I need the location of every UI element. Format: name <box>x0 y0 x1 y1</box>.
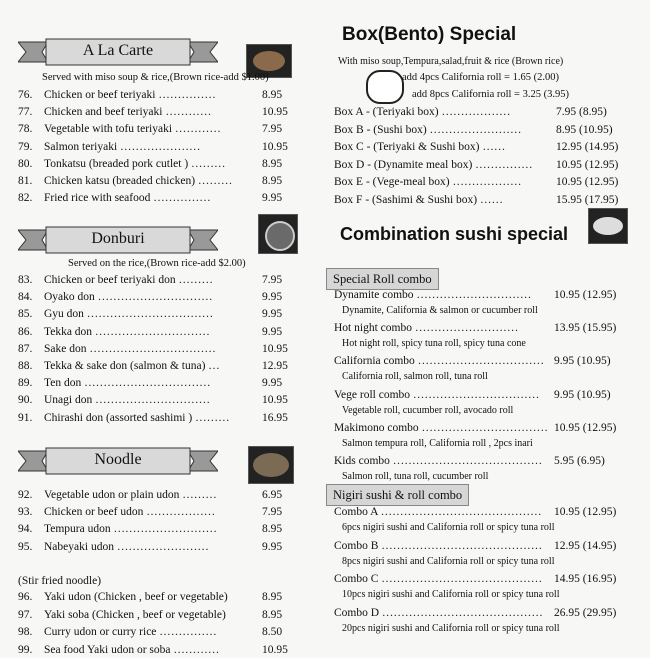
item-price: 10.95 <box>262 394 288 407</box>
menu-item <box>18 625 296 640</box>
combo-name: Vege roll combo …………………………… <box>334 388 540 401</box>
item-price: 8.50 <box>262 626 283 638</box>
item-number: 78. <box>18 123 33 136</box>
item-price: 9.95 <box>262 291 283 304</box>
nigiri-label: Nigiri sushi & roll combo <box>326 484 469 506</box>
combo-name: Hot night combo ……………………… <box>334 322 519 335</box>
noodle-title: Noodle <box>94 451 142 468</box>
item-price: 8.95 <box>262 175 283 187</box>
combo-price: 9.95 (10.95) <box>554 355 611 368</box>
item-name: Box E - (Vege-meal box) ……………… <box>334 176 522 188</box>
item-price: 8.95 <box>262 89 283 101</box>
item-number: 94. <box>18 523 33 536</box>
combo-description: Salmon roll, tuna roll, cucumber roll <box>342 471 489 482</box>
item-number: 95. <box>18 540 33 553</box>
item-number: 98. <box>18 626 33 638</box>
item-name: Box F - (Sashimi & Sushi box) …… <box>334 193 504 206</box>
item-name: Box A - (Teriyaki box) ……………… <box>334 106 511 118</box>
combo-description: 20pcs nigiri sushi and California roll or spicy tuna roll <box>342 622 560 634</box>
item-number: 80. <box>18 157 33 170</box>
item-number: 81. <box>18 175 33 187</box>
item-price: 8.95 <box>262 523 283 536</box>
bento-title: Box(Bento) Special <box>342 24 517 45</box>
a-la-carte-title: A La Carte <box>82 42 154 59</box>
menu-item <box>18 290 296 305</box>
combo-price: 14.95 (16.95) <box>554 573 617 585</box>
combo-item <box>334 505 638 520</box>
noodle-photo <box>248 446 294 484</box>
item-name: Vegetable with tofu teriyaki ………… <box>44 123 221 136</box>
item-name: Chicken or beef teriyaki …………… <box>44 89 216 101</box>
item-price: 9.95 <box>262 192 283 205</box>
item-price: 9.95 <box>262 308 283 321</box>
donburi-banner <box>18 226 218 254</box>
menu-item <box>18 590 296 605</box>
item-number: 82. <box>18 192 33 205</box>
menu-item <box>18 505 296 520</box>
bento-add-4pcs: add 4pcs California roll = 1.65 (2.00) <box>402 72 559 83</box>
item-number: 93. <box>18 506 33 519</box>
item-name: Tempura udon ……………………… <box>44 523 217 536</box>
combo-item <box>334 454 638 469</box>
combo-item <box>334 421 638 436</box>
item-number: 92. <box>18 489 33 501</box>
menu-item <box>18 540 296 555</box>
menu-item <box>18 608 296 623</box>
combo-item <box>334 606 638 621</box>
combo-item <box>334 539 638 554</box>
item-name: Fried rice with seafood …………… <box>44 192 211 205</box>
item-number: 87. <box>18 342 33 355</box>
combo-price: 10.95 (12.95) <box>554 421 617 434</box>
bento-item <box>334 193 638 208</box>
item-name: Sea food Yaki udon or soba ………… <box>44 643 220 656</box>
item-price: 10.95 <box>262 140 288 153</box>
combo-item <box>334 288 638 303</box>
item-name: Chicken and beef teriyaki ………… <box>44 106 212 119</box>
item-number: 79. <box>18 140 33 153</box>
add-badge <box>366 70 404 104</box>
combo-name: California combo …………………………… <box>334 355 545 368</box>
combo-name: Combo C …………………………………… <box>334 573 543 585</box>
item-name: Ten don …………………………… <box>44 377 211 390</box>
combo-name: Kids combo ………………………………… <box>334 455 543 467</box>
item-name: Curry udon or curry rice …………… <box>44 626 217 638</box>
menu-item <box>18 522 296 537</box>
item-price: 8.95 (10.95) <box>556 123 613 136</box>
combo-photo <box>588 208 628 244</box>
item-name: Unagi don ………………………… <box>44 394 211 407</box>
item-price: 12.95 <box>262 360 288 372</box>
item-name: Yaki soba (Chicken , beef or vegetable) <box>44 608 226 621</box>
item-name: Box C - (Teriyaki & Sushi box) …… <box>334 141 506 153</box>
combo-description: 10pcs nigiri sushi and California roll or spicy tuna roll <box>342 589 560 600</box>
menu-item <box>18 359 296 374</box>
menu-item <box>18 191 296 206</box>
menu-item <box>18 488 296 503</box>
item-name: Chirashi don (assorted sashimi ) ……… <box>44 411 230 424</box>
item-price: 10.95 <box>262 106 288 119</box>
bento-add-8pcs: add 8pcs California roll = 3.25 (3.95) <box>412 89 569 100</box>
menu-item <box>18 140 296 155</box>
item-number: 76. <box>18 89 33 101</box>
item-price: 9.95 <box>262 325 283 338</box>
item-price: 15.95 (17.95) <box>556 193 619 206</box>
menu-item <box>18 122 296 137</box>
a-la-carte-note: Served with miso soup & rice,(Brown rice-add $1.00) <box>42 72 269 83</box>
bento-item <box>334 175 638 190</box>
combo-item <box>334 321 638 336</box>
stir-fried-label: (Stir fried noodle) <box>18 575 102 587</box>
item-number: 88. <box>18 360 33 372</box>
item-number: 91. <box>18 411 33 424</box>
item-number: 77. <box>18 106 33 119</box>
item-number: 85. <box>18 308 33 321</box>
combo-description: Salmon tempura roll, California roll , 2pcs inari <box>342 437 533 449</box>
item-price: 16.95 <box>262 411 288 424</box>
bento-note: With miso soup,Tempura,salad,fruit & rice (Brown rice) <box>338 56 564 67</box>
item-price: 12.95 (14.95) <box>556 141 619 153</box>
item-number: 99. <box>18 643 33 656</box>
donburi-title: Donburi <box>91 230 145 247</box>
combo-description: California roll, salmon roll, tuna roll <box>342 371 488 383</box>
item-number: 83. <box>18 274 33 286</box>
donburi-photo <box>258 214 298 254</box>
item-name: Tekka & sake don (salmon & tuna) … <box>44 360 220 372</box>
item-number: 89. <box>18 377 33 390</box>
item-name: Gyu don …………………………… <box>44 308 214 321</box>
menu-item <box>18 325 296 340</box>
item-name: Chicken or beef teriyaki don ……… <box>44 274 213 286</box>
item-name: Oyako don ………………………… <box>44 291 213 304</box>
item-price: 8.95 <box>262 591 283 603</box>
item-name: Chicken katsu (breaded chicken) ……… <box>44 175 233 187</box>
item-number: 86. <box>18 325 33 338</box>
donburi-note: Served on the rice,(Brown rice-add $2.00) <box>68 258 246 269</box>
item-number: 90. <box>18 394 33 407</box>
combo-item <box>334 388 638 403</box>
item-name: Vegetable udon or plain udon ……… <box>44 489 217 501</box>
menu-item <box>18 273 296 288</box>
bento-item <box>334 105 638 120</box>
item-name: Salmon teriyaki ………………… <box>44 140 201 153</box>
combo-price: 5.95 (6.95) <box>554 455 605 467</box>
bento-item <box>334 140 638 155</box>
item-price: 10.95 (12.95) <box>556 158 619 171</box>
item-price: 7.95 <box>262 274 283 286</box>
item-price: 7.95 <box>262 123 283 136</box>
combo-description: Vegetable roll, cucumber roll, avocado roll <box>342 404 514 416</box>
item-price: 7.95 <box>262 506 283 519</box>
menu-item <box>18 105 296 120</box>
item-name: Box D - (Dynamite meal box) …………… <box>334 158 533 171</box>
item-price: 7.95 (8.95) <box>556 106 607 118</box>
menu-item <box>18 88 296 103</box>
combo-name: Combo B …………………………………… <box>334 539 543 552</box>
item-price: 10.95 (12.95) <box>556 176 619 188</box>
item-name: Tonkatsu (breaded pork cutlet ) ……… <box>44 157 226 170</box>
menu-item <box>18 643 296 658</box>
combo-name: Combo D …………………………………… <box>334 606 543 619</box>
menu-item <box>18 174 296 189</box>
combo-title: Combination sushi special <box>340 224 569 244</box>
item-number: 97. <box>18 608 33 621</box>
bento-item <box>334 158 638 173</box>
menu-item <box>18 157 296 172</box>
combo-price: 10.95 (12.95) <box>554 289 617 301</box>
a-la-carte-banner <box>18 38 218 66</box>
item-price: 8.95 <box>262 157 283 170</box>
menu-item <box>18 411 296 426</box>
combo-name: Dynamite combo ………………………… <box>334 289 532 301</box>
combo-item <box>334 354 638 369</box>
special-roll-label: Special Roll combo <box>326 268 439 290</box>
combo-price: 12.95 (14.95) <box>554 539 617 552</box>
item-price: 6.95 <box>262 489 283 501</box>
item-name: Chicken or beef udon ……………… <box>44 506 216 519</box>
item-price: 9.95 <box>262 540 283 553</box>
combo-description: Dynamite, California & salmon or cucumber roll <box>342 305 538 316</box>
item-number: 96. <box>18 591 33 603</box>
item-price: 10.95 <box>262 342 288 355</box>
combo-name: Combo A …………………………………… <box>334 506 542 518</box>
item-name: Box B - (Sushi box) …………………… <box>334 123 522 136</box>
combo-description: 8pcs nigiri sushi and California roll or spicy tuna roll <box>342 555 555 567</box>
item-name: Sake don …………………………… <box>44 342 216 355</box>
menu-item <box>18 342 296 357</box>
bento-item <box>334 123 638 138</box>
item-price: 8.95 <box>262 608 283 621</box>
combo-description: Hot night roll, spicy tuna roll, spicy tuna cone <box>342 338 526 350</box>
item-number: 84. <box>18 291 33 304</box>
combo-name: Makimono combo …………………………… <box>334 421 549 434</box>
menu-item <box>18 376 296 391</box>
combo-price: 13.95 (15.95) <box>554 322 617 335</box>
item-price: 9.95 <box>262 377 283 390</box>
noodle-banner <box>18 447 218 475</box>
item-name: Tekka don ………………………… <box>44 325 210 338</box>
combo-price: 9.95 (10.95) <box>554 388 611 401</box>
combo-description: 6pcs nigiri sushi and California roll or spicy tuna roll <box>342 522 555 533</box>
combo-price: 10.95 (12.95) <box>554 506 617 518</box>
menu-item <box>18 307 296 322</box>
item-name: Yaki udon (Chicken , beef or vegetable) <box>44 591 228 603</box>
menu-item <box>18 393 296 408</box>
item-name: Nabeyaki udon …………………… <box>44 540 209 553</box>
combo-item <box>334 572 638 587</box>
combo-price: 26.95 (29.95) <box>554 606 617 619</box>
item-price: 10.95 <box>262 643 288 656</box>
